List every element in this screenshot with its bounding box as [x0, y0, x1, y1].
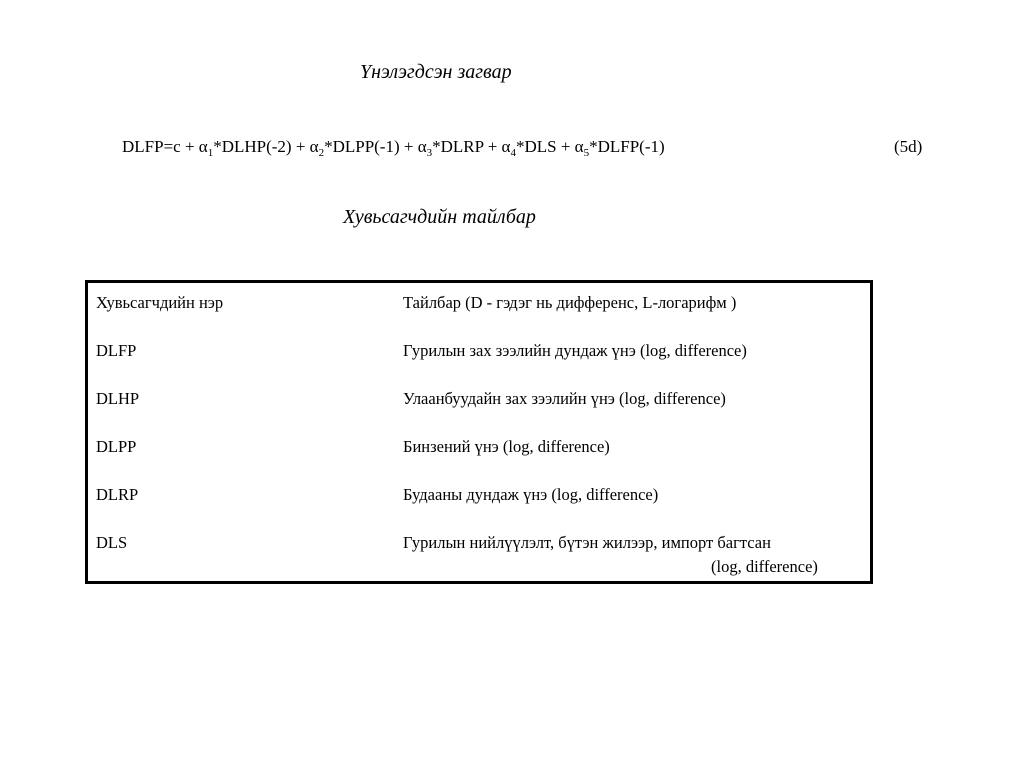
variable-description: Бинзений үнэ (log, difference) [403, 437, 610, 456]
variable-name: DLPP [96, 437, 137, 456]
equation-term-4: *DLS + α [515, 137, 584, 156]
variable-description-line-1: Гурилын нийлүүлэлт, бүтэн жилээр, импорт багтсан [403, 533, 771, 552]
equation-number: (5d) [894, 137, 923, 156]
alpha-4-subscript: 4 [510, 147, 516, 159]
variable-description-line-2: (log, difference) [711, 557, 818, 576]
alpha-5-subscript: 5 [583, 147, 590, 159]
variable-description: Гурилын зах зээлийн дундаж үнэ (log, difference) [403, 341, 747, 360]
variable-name: DLRP [96, 485, 139, 504]
equation-term-1: *DLHP(-2) + α [213, 137, 319, 156]
variables-title: Хувьсагчдийн тайлбар [343, 206, 536, 228]
variable-description [403, 531, 863, 579]
equation-term-5: *DLFP(-1) [589, 137, 665, 156]
variable-name: DLFP [96, 341, 137, 360]
equation-lhs: DLFP=c + α [122, 137, 208, 156]
alpha-3-subscript: 3 [426, 147, 433, 159]
header-name: Хувьсагчдийн нэр [96, 293, 224, 312]
header-description: Тайлбар (D - гэдэг нь дифференс, L-логарифм ) [403, 293, 737, 312]
variable-name: DLHP [96, 389, 140, 408]
variable-name: DLS [96, 533, 128, 552]
variable-description: Будааны дундаж үнэ (log, difference) [403, 485, 659, 504]
equation-term-3: *DLRP + α [432, 137, 511, 156]
variable-table [85, 280, 873, 584]
variable-description: Улаанбуудайн зах зээлийн үнэ (log, difference) [403, 389, 726, 408]
regression-equation [122, 136, 665, 158]
equation-term-2: *DLPP(-1) + α [324, 137, 427, 156]
alpha-1-subscript: 1 [207, 147, 214, 159]
model-title: Үнэлэгдсэн загвар [360, 61, 512, 83]
alpha-2-subscript: 2 [318, 147, 325, 159]
